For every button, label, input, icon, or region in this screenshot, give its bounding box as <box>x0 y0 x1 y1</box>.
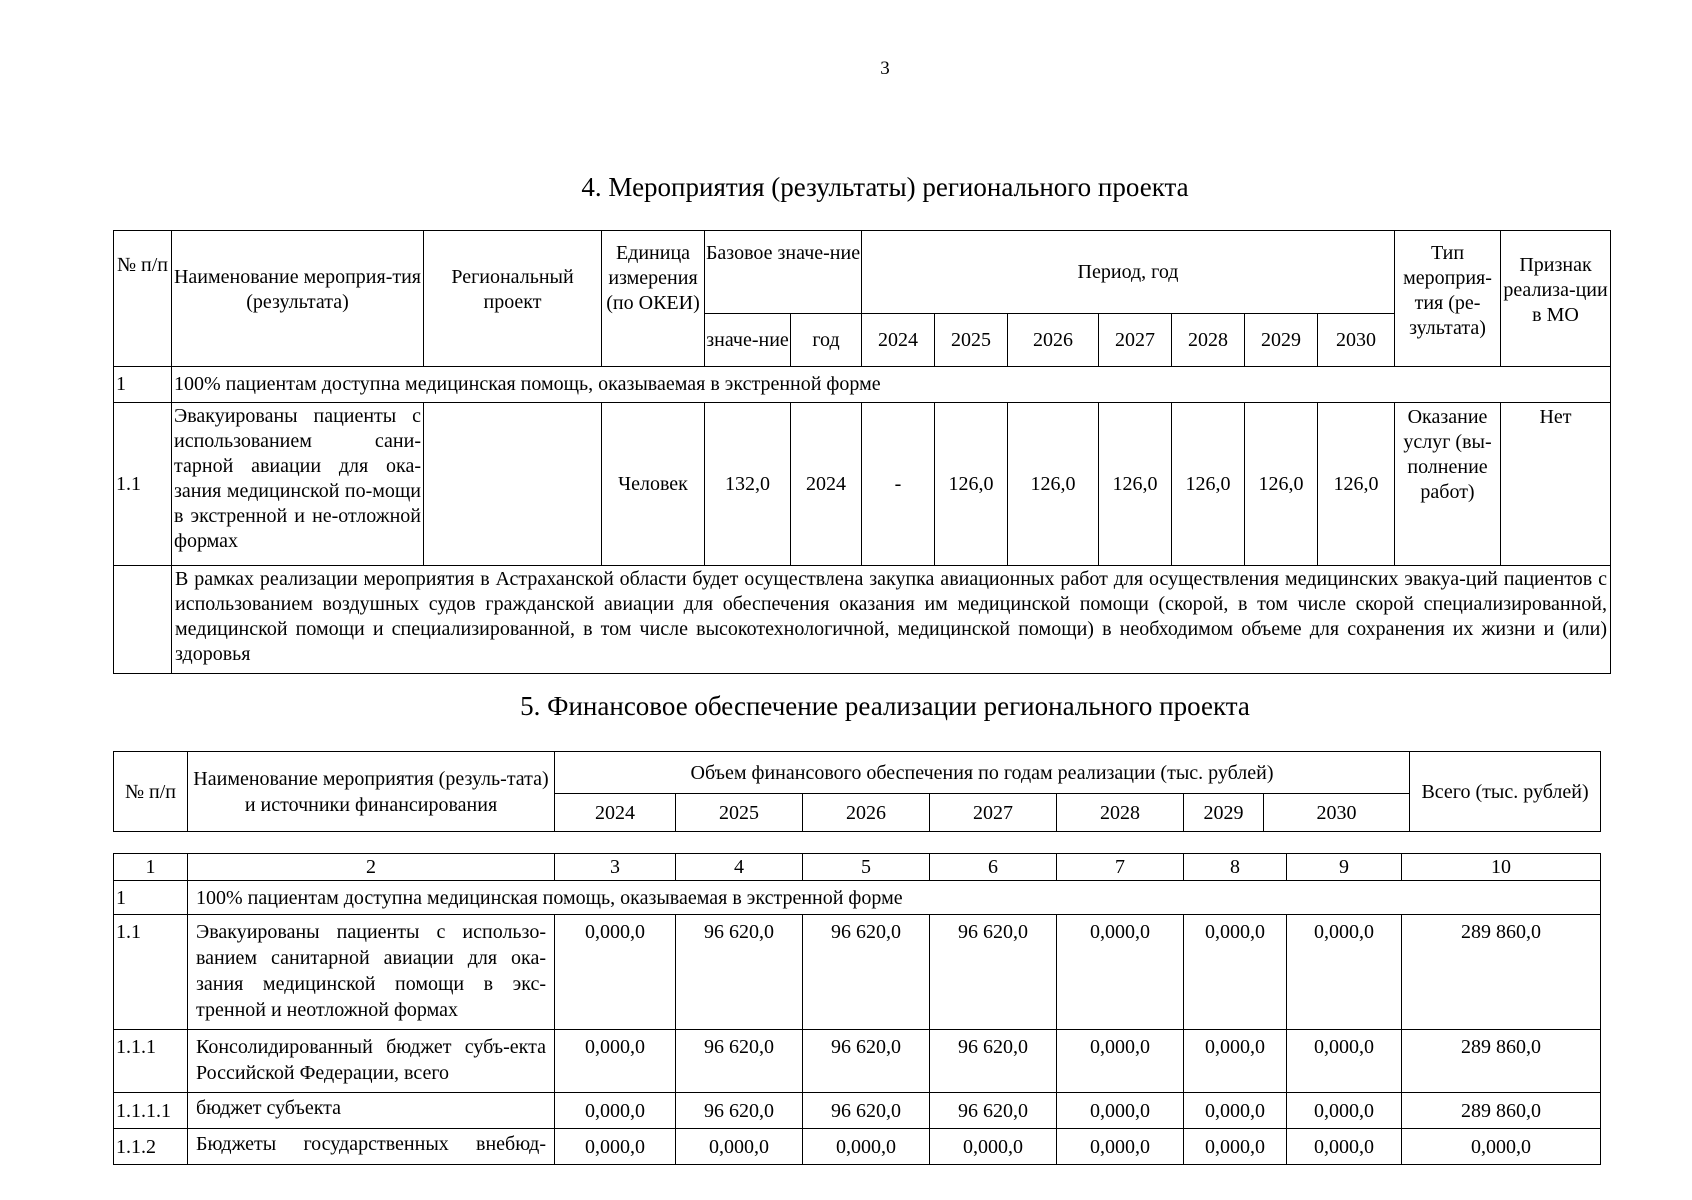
finance-row-total: 0,000,0 <box>1402 1129 1601 1165</box>
finance-row-num: 1.1.1.1 <box>114 1093 188 1129</box>
column-number: 3 <box>555 854 676 881</box>
finance-header-year: 2026 <box>803 794 930 832</box>
header-unit: Единица измерения (по ОКЕИ) <box>602 231 705 367</box>
finance-row-value: 0,000,0 <box>1057 1093 1184 1129</box>
header-year: 2026 <box>1008 314 1099 367</box>
row-base-year: 2024 <box>791 403 862 566</box>
finance-header-num: № п/п <box>114 752 188 832</box>
finance-header-year: 2027 <box>930 794 1057 832</box>
finance-row-value: 0,000,0 <box>1184 1030 1287 1093</box>
finance-row-value: 0,000,0 <box>1184 1129 1287 1165</box>
column-number: 2 <box>188 854 555 881</box>
finance-header-year: 2028 <box>1057 794 1184 832</box>
header-name: Наименование мероприя-тия (результата) <box>172 231 424 367</box>
finance-section-text: 100% пациентам доступна медицинская помощь, оказываемая в экстренной форме <box>188 881 1601 915</box>
row-project <box>424 403 602 566</box>
finance-row-value: 0,000,0 <box>555 1129 676 1165</box>
finance-row-value: 0,000,0 <box>1287 1093 1402 1129</box>
finance-row-name: Бюджеты государственных внебюд- <box>188 1129 555 1165</box>
description-text: В рамках реализации мероприятия в Астраханской области будет осуществлена закупка авиационных работ для осуществления медицинских эвакуа-ций пациентов с использованием воздушных судов гражданской авиации для обеспечения оказания им медицинской помощи (скорой, в том числе скорой специализированной, медицинской помощи и специализированной, в том числе высокотехнологичной, медицинской помощи) в необходимом объеме для сохранения их жизни и (или) здоровья <box>172 566 1611 674</box>
row-year-value: - <box>862 403 935 566</box>
row-year-value: 126,0 <box>1172 403 1245 566</box>
header-year: 2029 <box>1245 314 1318 367</box>
finance-row-value: 0,000,0 <box>803 1129 930 1165</box>
finance-row-value: 0,000,0 <box>1057 1129 1184 1165</box>
finance-row-value: 96 620,0 <box>930 1093 1057 1129</box>
finance-header-year: 2029 <box>1184 794 1264 832</box>
finance-row-total: 289 860,0 <box>1402 915 1601 1030</box>
header-base-year: год <box>791 314 862 367</box>
row-unit: Человек <box>602 403 705 566</box>
header-year: 2027 <box>1099 314 1172 367</box>
finance-header-year: 2025 <box>676 794 803 832</box>
row-year-value: 126,0 <box>1318 403 1395 566</box>
header-flag: Признак реализа-ции в МО <box>1501 231 1611 367</box>
finance-row-value: 0,000,0 <box>1184 915 1287 1030</box>
header-base-value: значе-ние <box>705 314 791 367</box>
finance-row-total: 289 860,0 <box>1402 1030 1601 1093</box>
finance-row-value: 96 620,0 <box>676 915 803 1030</box>
finance-row-num: 1.1.1 <box>114 1030 188 1093</box>
row-base-value: 132,0 <box>705 403 791 566</box>
row-type: Оказание услуг (вы-полнение работ) <box>1395 403 1501 566</box>
page-number: 3 <box>880 58 890 79</box>
header-year: 2025 <box>935 314 1008 367</box>
header-year: 2024 <box>862 314 935 367</box>
finance-row-value: 96 620,0 <box>676 1093 803 1129</box>
column-number: 8 <box>1184 854 1287 881</box>
row-year-value: 126,0 <box>1245 403 1318 566</box>
finance-row-value: 0,000,0 <box>555 1030 676 1093</box>
column-number: 10 <box>1402 854 1601 881</box>
header-year: 2028 <box>1172 314 1245 367</box>
row-name: Эвакуированы пациенты с использованием сани-тарной авиации для ока-зания медицинской по-мощи в экстренной и не-отложной формах <box>172 403 424 566</box>
header-year: 2030 <box>1318 314 1395 367</box>
finance-row-value: 0,000,0 <box>555 1093 676 1129</box>
finance-row-value: 96 620,0 <box>930 1030 1057 1093</box>
column-number: 6 <box>930 854 1057 881</box>
finance-row-name: Эвакуированы пациенты с использо-ванием санитарной авиации для ока-зания медицинской помощи в экс-тренной и неотложной формах <box>188 915 555 1030</box>
finance-header-year: 2030 <box>1264 794 1410 832</box>
finance-row-value: 96 620,0 <box>803 1030 930 1093</box>
section-5-title: 5. Финансовое обеспечение реализации регионального проекта <box>520 691 1250 721</box>
finance-header-name: Наименование мероприятия (резуль-тата) и источники финансирования <box>188 752 555 832</box>
section-row-num: 1 <box>114 367 172 403</box>
header-project: Региональный проект <box>424 231 602 367</box>
section-row-text: 100% пациентам доступна медицинская помощь, оказываемая в экстренной форме <box>172 367 1611 403</box>
finance-row-value: 0,000,0 <box>676 1129 803 1165</box>
column-number: 7 <box>1057 854 1184 881</box>
events-table <box>113 230 1611 674</box>
row-year-value: 126,0 <box>935 403 1008 566</box>
column-number: 1 <box>114 854 188 881</box>
finance-section-num: 1 <box>114 881 188 915</box>
finance-row-value: 96 620,0 <box>930 915 1057 1030</box>
finance-row-num: 1.1.2 <box>114 1129 188 1165</box>
finance-row-name: Консолидированный бюджет субъ-екта Российской Федерации, всего <box>188 1030 555 1093</box>
finance-header-year: 2024 <box>555 794 676 832</box>
finance-row-value: 0,000,0 <box>1287 915 1402 1030</box>
finance-row-value: 0,000,0 <box>930 1129 1057 1165</box>
finance-row-value: 96 620,0 <box>803 915 930 1030</box>
finance-row-value: 96 620,0 <box>676 1030 803 1093</box>
column-number: 9 <box>1287 854 1402 881</box>
finance-table-header <box>113 751 1601 832</box>
row-year-value: 126,0 <box>1008 403 1099 566</box>
finance-row-num: 1.1 <box>114 915 188 1030</box>
header-type: Тип мероприя-тия (ре-зультата) <box>1395 231 1501 367</box>
header-period: Период, год <box>862 231 1395 314</box>
row-flag: Нет <box>1501 403 1611 566</box>
section-4-title: 4. Мероприятия (результаты) регионального проекта <box>581 172 1189 202</box>
finance-row-value: 0,000,0 <box>1287 1129 1402 1165</box>
finance-row-name: бюджет субъекта <box>188 1093 555 1129</box>
finance-row-value: 0,000,0 <box>1184 1093 1287 1129</box>
column-number: 5 <box>803 854 930 881</box>
finance-row-value: 0,000,0 <box>555 915 676 1030</box>
finance-row-value: 96 620,0 <box>803 1093 930 1129</box>
column-number: 4 <box>676 854 803 881</box>
header-base: Базовое значе-ние <box>705 231 862 314</box>
header-num: № п/п <box>114 231 172 367</box>
row-year-value: 126,0 <box>1099 403 1172 566</box>
row-num: 1.1 <box>114 403 172 566</box>
finance-table <box>113 853 1601 1165</box>
finance-header-volume: Объем финансового обеспечения по годам реализации (тыс. рублей) <box>555 752 1410 794</box>
finance-header-total: Всего (тыс. рублей) <box>1410 752 1601 832</box>
finance-row-value: 0,000,0 <box>1057 1030 1184 1093</box>
finance-row-value: 0,000,0 <box>1287 1030 1402 1093</box>
finance-row-value: 0,000,0 <box>1057 915 1184 1030</box>
finance-row-total: 289 860,0 <box>1402 1093 1601 1129</box>
description-num <box>114 566 172 674</box>
